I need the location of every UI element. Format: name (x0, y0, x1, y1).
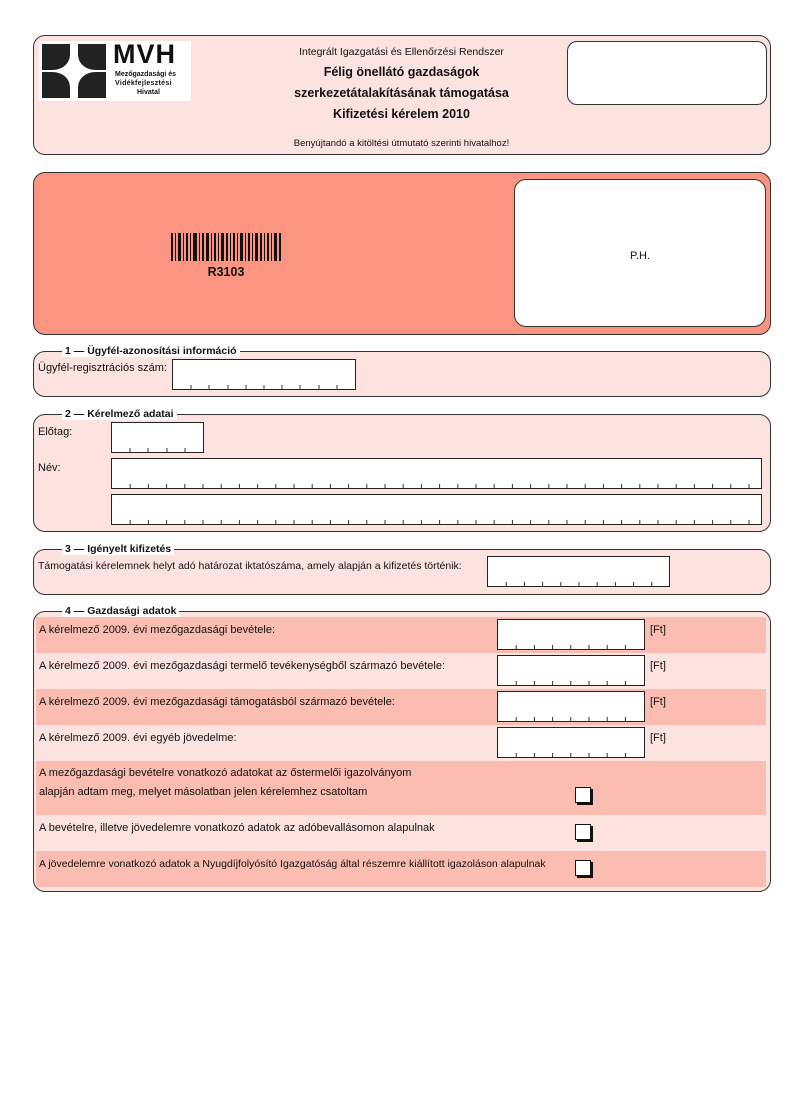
header-panel (33, 35, 771, 155)
section-4-title: Gazdasági adatok (87, 605, 177, 617)
section-1 (33, 351, 771, 397)
income-row-3-ticks (498, 717, 644, 721)
name-field-2[interactable] (111, 494, 762, 525)
section-2-legend: 2 — Kérelmező adatai (62, 408, 177, 420)
income-row-1-unit: [Ft] (650, 624, 666, 636)
client-reg-field[interactable] (172, 359, 356, 390)
check-row-2 (36, 815, 766, 851)
decision-number-field[interactable] (487, 556, 670, 587)
income-row-2-field[interactable] (497, 655, 645, 686)
logo-subtitle-3: Hivatal (137, 89, 160, 96)
barcode-icon (171, 233, 281, 261)
name-label: Név: (38, 462, 61, 474)
income-row-3-unit: [Ft] (650, 696, 666, 708)
name-ticks-2 (112, 520, 761, 524)
ostermelo-checkbox[interactable] (575, 787, 591, 803)
form-title-2: szerkezetátalakításának támogatása (294, 86, 509, 100)
income-row-1-field[interactable] (497, 619, 645, 650)
check-row-3 (36, 851, 766, 887)
check-row-1 (36, 761, 766, 815)
stamp-label: P.H. (630, 250, 650, 262)
pension-certificate-checkbox[interactable] (575, 860, 591, 876)
submission-note: Benyújtandó a kitöltési útmutató szerinti hivatalhoz! (293, 138, 510, 149)
prefix-field[interactable] (111, 422, 204, 453)
income-row-4-unit: [Ft] (650, 732, 666, 744)
logo-subtitle-1: Mezőgazdasági és (115, 71, 177, 78)
header-titles (234, 36, 569, 154)
client-reg-label: Ügyfél-regisztrációs szám: (38, 362, 167, 374)
check-row-1-line-2: alapján adtam meg, melyet másolatban jelen kérelemhez csatoltam (39, 786, 368, 798)
section-1-number: 1 (65, 345, 71, 357)
section-4-legend: 4 — Gazdasági adatok (62, 605, 179, 617)
name-field-1[interactable] (111, 458, 762, 489)
registration-stamp-box[interactable] (567, 41, 767, 105)
system-name: Integrált Igazgatási és Ellenőrzési Rendszer (299, 46, 504, 58)
income-row-3-field[interactable] (497, 691, 645, 722)
income-row-1 (36, 617, 766, 653)
prefix-label: Előtag: (38, 426, 73, 438)
name-ticks-1 (112, 484, 761, 488)
income-row-4-ticks (498, 753, 644, 757)
income-row-2-label: A kérelmező 2009. évi mezőgazdasági termelő tevékenységből származó bevétele: (39, 660, 446, 672)
check-row-1-line-1: A mezőgazdasági bevételre vonatkozó adatokat az őstermelői igazolványom (39, 767, 412, 779)
section-3-legend: 3 — Igényelt kifizetés (62, 543, 174, 555)
logo-text: MVH (113, 39, 176, 69)
barcode-panel (33, 172, 771, 335)
barcode (171, 233, 281, 261)
section-3-number: 3 (65, 543, 71, 555)
barcode-code: R3103 (207, 265, 245, 279)
decision-ticks (488, 582, 669, 586)
prefix-ticks (112, 448, 203, 452)
check-row-2-label: A bevételre, illetve jövedelemre vonatkozó adatok az adóbevallásomon alapulnak (39, 822, 435, 834)
income-row-2 (36, 653, 766, 689)
section-1-title: Ügyfél-azonosítási információ (87, 345, 237, 357)
stamp-box (514, 179, 766, 327)
client-reg-ticks (173, 385, 355, 389)
check-row-3-label: A jövedelemre vonatkozó adatok a Nyugdíjfolyósító Igazgatóság által részemre kiállított igazoláson alapulnak (39, 858, 546, 870)
section-4-number: 4 (65, 605, 71, 617)
income-row-4 (36, 725, 766, 761)
income-row-4-field[interactable] (497, 727, 645, 758)
income-row-2-ticks (498, 681, 644, 685)
section-2-title: Kérelmező adatai (87, 408, 174, 420)
logo-subtitle-2: Vidékfejlesztési (115, 80, 172, 87)
logo-mark-icon (40, 42, 108, 100)
income-row-4-label: A kérelmező 2009. évi egyéb jövedelme: (39, 732, 237, 744)
income-row-2-unit: [Ft] (650, 660, 666, 672)
income-row-1-label: A kérelmező 2009. évi mezőgazdasági bevétele: (39, 624, 276, 636)
section-1-legend: 1 — Ügyfél-azonosítási információ (62, 345, 240, 357)
section-2-number: 2 (65, 408, 71, 420)
decision-number-label: Támogatási kérelemnek helyt adó határozat iktatószáma, amely alapján a kifizetés történik: (38, 560, 462, 572)
form-title-3: Kifizetési kérelem 2010 (333, 107, 470, 121)
form-title-1: Félig önellátó gazdaságok (323, 65, 480, 79)
income-row-1-ticks (498, 645, 644, 649)
income-row-3 (36, 689, 766, 725)
section-3-title: Igényelt kifizetés (87, 543, 172, 555)
income-row-3-label: A kérelmező 2009. évi mezőgazdasági támogatásból származó bevétele: (39, 696, 395, 708)
mvh-logo (39, 41, 191, 101)
tax-return-checkbox[interactable] (575, 824, 591, 840)
